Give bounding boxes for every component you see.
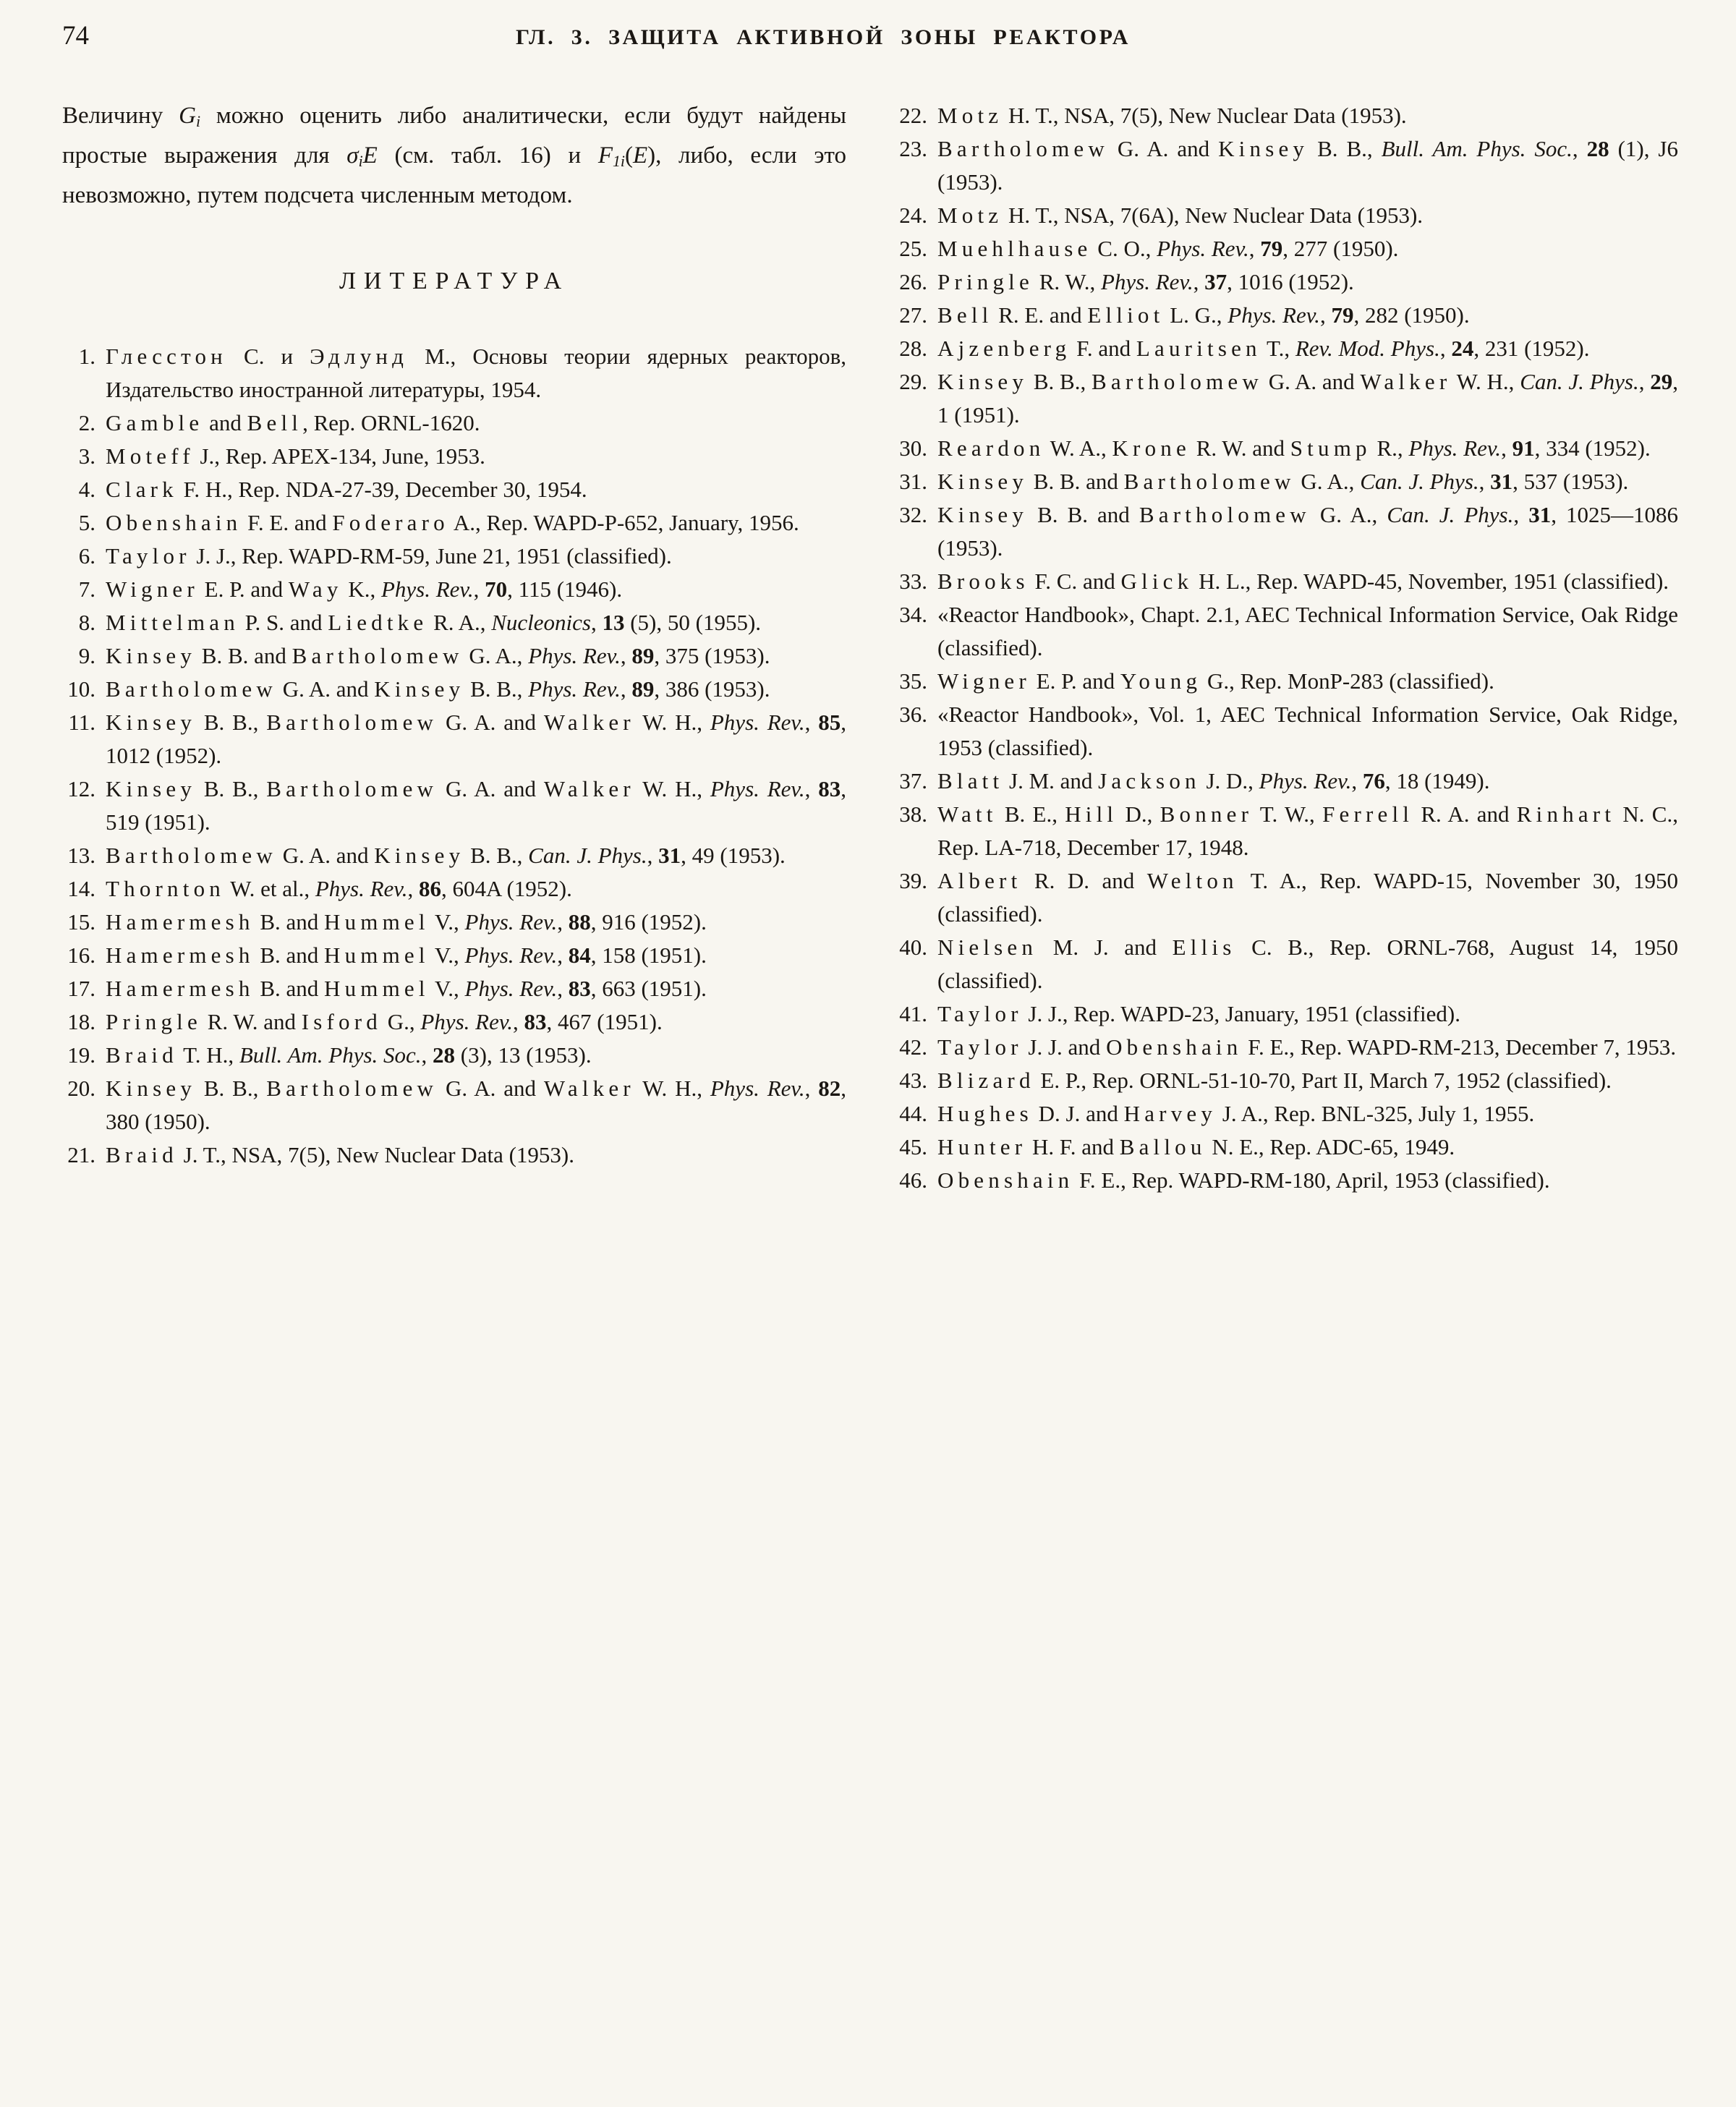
reference-text: Taylor J. J. and Obenshain F. E., Rep. WAPD-RM-213, December 7, 1953. (937, 1034, 1677, 1060)
reference-item (894, 864, 1678, 931)
reference-item (894, 332, 1678, 365)
page-number: 74 (62, 21, 89, 51)
reference-item (894, 232, 1678, 265)
reference-item (894, 199, 1678, 232)
reference-item (62, 906, 846, 939)
reference-number: 25. (899, 236, 927, 261)
intro-paragraph: Величину Gi можно оценить либо аналитически, если будут найдены простые выражения для σiE (см. табл. 16) и F1i(E), либо, если это невозможно, путем подсчета численным методом. (62, 103, 846, 208)
reference-number: 6. (78, 542, 95, 569)
reference-text: Gamble and Bell, Rep. ORNL-1620. (106, 409, 480, 435)
reference-text: Pringle R. W. and Isford G., Phys. Rev., 83, 467 (1951). (106, 1008, 663, 1034)
reference-item (894, 931, 1678, 997)
reference-number: 14. (67, 875, 95, 901)
reference-text: Kinsey B. B., Bartholomew G. A. and Walker W. H., Can. J. Phys., 29, 1 (1951). (937, 369, 1679, 427)
reference-item (894, 765, 1678, 798)
reference-item (62, 1005, 846, 1039)
reference-number: 33. (899, 569, 927, 594)
reference-text: Wigner E. P. and Way K., Phys. Rev., 70, 115 (1946). (106, 576, 623, 602)
reference-item (62, 839, 846, 872)
reference-text: Obenshain F. E., Rep. WAPD-RM-180, April, 1953 (classified). (937, 1167, 1550, 1193)
reference-number: 21. (67, 1141, 95, 1167)
reference-text: Pringle R. W., Phys. Rev., 37, 1016 (1952). (937, 269, 1354, 294)
reference-text: Brooks F. C. and Glick H. L., Rep. WAPD-45, November, 1951 (classified). (937, 569, 1669, 594)
reference-text: Kinsey B. B., Bartholomew G. A. and Walker W. H., Phys. Rev., 83, 519 (1951). (106, 775, 846, 835)
reference-text: Bartholomew G. A. and Kinsey B. B., Bull. Am. Phys. Soc., 28 (1), J6 (1953). (937, 136, 1678, 195)
reference-text: Hamermesh B. and Hummel V., Phys. Rev., 84, 158 (1951). (106, 942, 707, 968)
reference-text: Bartholomew G. A. and Kinsey B. B., Phys. Rev., 89, 386 (1953). (106, 676, 770, 702)
reference-item (894, 299, 1678, 332)
references-right (894, 99, 1678, 1197)
reference-item (894, 665, 1678, 698)
reference-number: 7. (78, 576, 95, 602)
reference-item (62, 440, 846, 473)
two-column-body (62, 99, 1678, 1197)
reference-item (894, 1097, 1678, 1131)
reference-text: Ajzenberg F. and Lauritsen T., Rev. Mod. Phys., 24, 231 (1952). (937, 336, 1590, 361)
reference-text: Braid T. H., Bull. Am. Phys. Soc., 28 (3), 13 (1953). (106, 1042, 592, 1068)
reference-item (62, 473, 846, 506)
reference-number: 13. (67, 842, 95, 868)
reference-number: 4. (78, 476, 95, 502)
reference-text: «Reactor Handbook», Chapt. 2.1, AEC Technical Information Service, Oak Ridge (classified). (937, 602, 1678, 660)
reference-text: Moteff J., Rep. APEX-134, June, 1953. (106, 443, 485, 469)
reference-text: Kinsey B. B. and Bartholomew G. A., Phys. Rev., 89, 375 (1953). (106, 642, 770, 668)
reference-number: 39. (899, 868, 927, 893)
reference-item (894, 698, 1678, 765)
reference-number: 28. (899, 336, 927, 361)
reference-number: 46. (899, 1167, 927, 1193)
reference-number: 10. (67, 676, 95, 702)
reference-number: 16. (67, 942, 95, 968)
reference-number: 29. (899, 369, 927, 394)
reference-text: «Reactor Handbook», Vol. 1, AEC Technical Information Service, Oak Ridge, 1953 (classified). (937, 702, 1678, 760)
reference-text: Reardon W. A., Krone R. W. and Stump R., Phys. Rev., 91, 334 (1952). (937, 435, 1651, 461)
reference-number: 22. (899, 103, 927, 128)
reference-number: 5. (78, 509, 95, 535)
reference-text: Hamermesh B. and Hummel V., Phys. Rev., 88, 916 (1952). (106, 908, 707, 935)
reference-number: 9. (78, 642, 95, 668)
reference-number: 42. (899, 1034, 927, 1060)
reference-item (62, 639, 846, 673)
reference-item (894, 432, 1678, 465)
reference-item (894, 1031, 1678, 1064)
reference-text: Bartholomew G. A. and Kinsey B. B., Can. J. Phys., 31, 49 (1953). (106, 842, 786, 868)
reference-text: Hughes D. J. and Harvey J. A., Rep. BNL-325, July 1, 1955. (937, 1101, 1535, 1126)
reference-item (62, 673, 846, 706)
reference-text: Muehlhause C. O., Phys. Rev., 79, 277 (1950). (937, 236, 1399, 261)
reference-item (894, 465, 1678, 498)
reference-text: Blizard E. P., Rep. ORNL-51-10-70, Part II, March 7, 1952 (classified). (937, 1068, 1612, 1093)
reference-text: Kinsey B. B., Bartholomew G. A. and Walker W. H., Phys. Rev., 82, 380 (1950). (106, 1075, 846, 1134)
reference-number: 18. (67, 1008, 95, 1034)
reference-text: Obenshain F. E. and Foderaro A., Rep. WAPD-P-652, January, 1956. (106, 509, 799, 535)
reference-text: Clark F. H., Rep. NDA-27-39, December 30, 1954. (106, 476, 587, 502)
reference-text: Albert R. D. and Welton T. A., Rep. WAPD-15, November 30, 1950 (classified). (937, 868, 1678, 927)
reference-text: Mittelman P. S. and Liedtke R. A., Nucleonics, 13 (5), 50 (1955). (106, 609, 762, 635)
reference-number: 45. (899, 1134, 927, 1159)
reference-item (62, 606, 846, 639)
reference-number: 12. (67, 775, 95, 801)
reference-number: 37. (899, 768, 927, 793)
reference-number: 40. (899, 935, 927, 960)
reference-item (894, 498, 1678, 565)
reference-number: 35. (899, 668, 927, 694)
reference-text: Taylor J. J., Rep. WAPD-23, January, 1951 (classified). (937, 1001, 1460, 1026)
reference-text: Braid J. T., NSA, 7(5), New Nuclear Data (1953). (106, 1141, 574, 1167)
reference-text: Watt B. E., Hill D., Bonner T. W., Ferrell R. A. and Rinhart N. C., Rep. LA-718, December 17, 1948. (937, 801, 1678, 860)
literature-heading: ЛИТЕРАТУРА (339, 267, 570, 294)
reference-text: Motz H. T., NSA, 7(6A), New Nuclear Data (1953). (937, 203, 1424, 228)
reference-item (62, 1072, 846, 1138)
reference-number: 26. (899, 269, 927, 294)
reference-item (894, 1164, 1678, 1197)
reference-text: Hamermesh B. and Hummel V., Phys. Rev., 83, 663 (1951). (106, 975, 707, 1001)
reference-number: 15. (67, 908, 95, 935)
reference-item (894, 365, 1678, 432)
reference-item (62, 1039, 846, 1072)
reference-number: 3. (78, 443, 95, 469)
reference-number: 24. (899, 203, 927, 228)
reference-number: 36. (899, 702, 927, 727)
reference-item (62, 573, 846, 606)
reference-text: Taylor J. J., Rep. WAPD-RM-59, June 21, 1951 (classified). (106, 542, 672, 569)
page-header (62, 20, 1678, 51)
reference-number: 1. (78, 343, 95, 369)
reference-text: Nielsen M. J. and Ellis C. B., Rep. ORNL-768, August 14, 1950 (classified). (937, 935, 1678, 993)
reference-text: Blatt J. M. and Jackson J. D., Phys. Rev., 76, 18 (1949). (937, 768, 1490, 793)
reference-number: 31. (899, 469, 927, 494)
reference-number: 23. (899, 136, 927, 161)
reference-item (894, 997, 1678, 1031)
reference-number: 19. (67, 1042, 95, 1068)
reference-number: 11. (68, 709, 95, 735)
reference-number: 43. (899, 1068, 927, 1093)
left-column (62, 99, 846, 1197)
reference-number: 27. (899, 302, 927, 328)
reference-number: 17. (67, 975, 95, 1001)
reference-number: 38. (899, 801, 927, 827)
reference-item (894, 132, 1678, 199)
right-column (894, 99, 1678, 1197)
reference-item (894, 1064, 1678, 1097)
reference-text: Kinsey B. B. and Bartholomew G. A., Can. J. Phys., 31, 1025—1086 (1953). (937, 502, 1678, 561)
reference-item (62, 340, 846, 406)
reference-item (62, 939, 846, 972)
reference-item (894, 798, 1678, 864)
reference-item (894, 1131, 1678, 1164)
reference-number: 8. (78, 609, 95, 635)
reference-item (62, 772, 846, 839)
reference-number: 44. (899, 1101, 927, 1126)
reference-item (894, 598, 1678, 665)
reference-text: Motz H. T., NSA, 7(5), New Nuclear Data (1953). (937, 103, 1407, 128)
reference-item (62, 406, 846, 440)
reference-number: 34. (899, 602, 927, 627)
reference-number: 2. (78, 409, 95, 435)
reference-item (62, 972, 846, 1005)
reference-text: Thornton W. et al., Phys. Rev., 86, 604A (1952). (106, 875, 572, 901)
running-head: ГЛ. 3. ЗАЩИТА АКТИВНОЙ ЗОНЫ РЕАКТОРА (515, 25, 1131, 49)
reference-number: 30. (899, 435, 927, 461)
reference-text: Глесстон С. и Эдлунд М., Основы теории ядерных реакторов, Издательство иностранной литературы, 1954. (106, 343, 846, 402)
reference-item (62, 506, 846, 540)
reference-item (62, 540, 846, 573)
reference-text: Kinsey B. B. and Bartholomew G. A., Can. J. Phys., 31, 537 (1953). (937, 469, 1629, 494)
reference-number: 41. (899, 1001, 927, 1026)
reference-text: Hunter H. F. and Ballou N. E., Rep. ADC-65, 1949. (937, 1134, 1455, 1159)
reference-item (894, 565, 1678, 598)
reference-item (62, 872, 846, 906)
reference-text: Kinsey B. B., Bartholomew G. A. and Walker W. H., Phys. Rev., 85, 1012 (1952). (106, 709, 846, 768)
references-left (62, 340, 846, 1172)
reference-text: Bell R. E. and Elliot L. G., Phys. Rev., 79, 282 (1950). (937, 302, 1470, 328)
reference-item (62, 706, 846, 772)
reference-number: 32. (899, 502, 927, 527)
reference-item (894, 99, 1678, 132)
reference-item (62, 1138, 846, 1172)
reference-text: Wigner E. P. and Young G., Rep. MonP-283 (classified). (937, 668, 1494, 694)
reference-number: 20. (67, 1075, 95, 1101)
reference-item (894, 265, 1678, 299)
